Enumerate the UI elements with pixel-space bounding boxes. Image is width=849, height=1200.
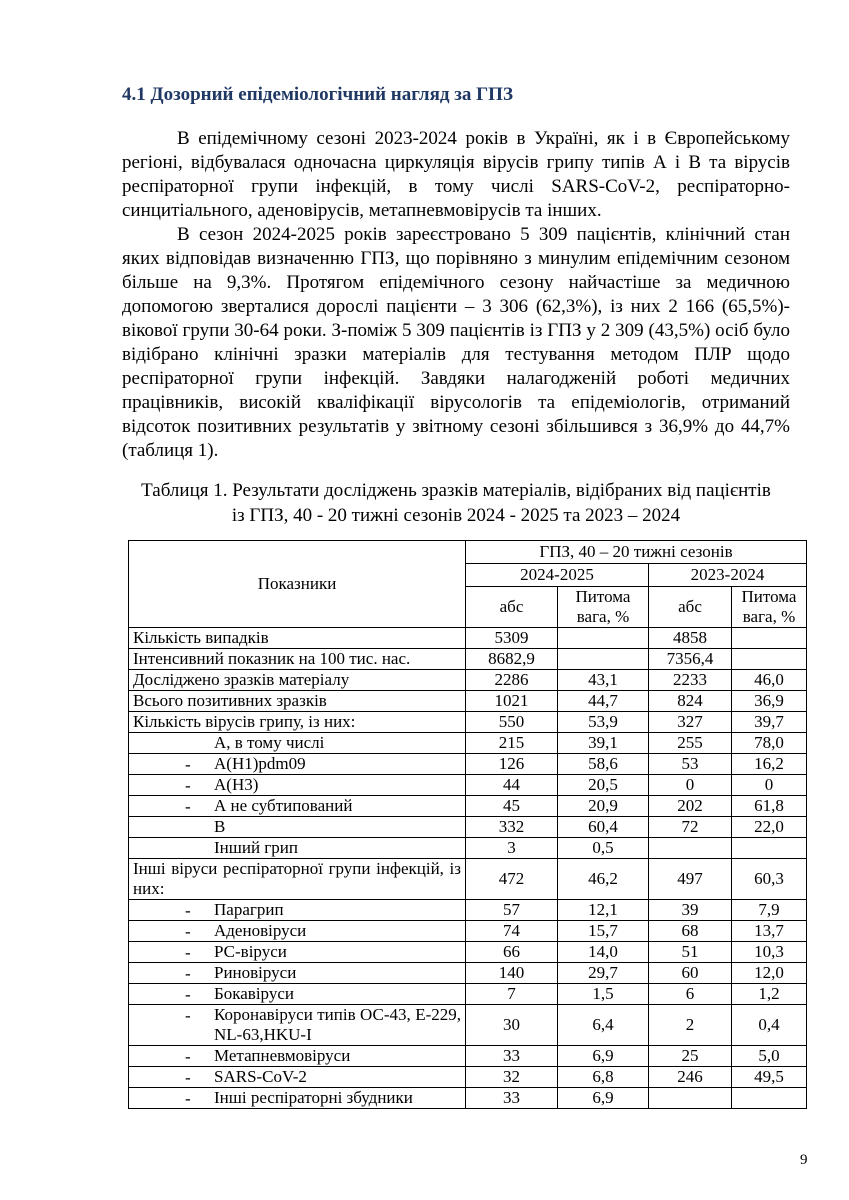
dash-marker: - [185, 1068, 191, 1087]
indicator-label: В [214, 817, 226, 836]
value-cell-pct1: 46,2 [558, 859, 649, 900]
indicator-cell [129, 859, 466, 900]
indicator-label: Досліджено зразків матеріалу [133, 670, 350, 689]
value-cell-pct1: 53,9 [558, 712, 649, 733]
indicator-cell [129, 754, 466, 775]
value-cell-pct2: 10,3 [732, 942, 807, 963]
table-row [129, 691, 807, 712]
indicator-label: РС-віруси [214, 942, 287, 961]
value-cell-pct2: 13,7 [732, 921, 807, 942]
header-row-1 [129, 541, 807, 564]
value-cell-pct1: 60,4 [558, 817, 649, 838]
value-cell-abs1: 215 [466, 733, 558, 754]
value-cell-pct2 [732, 649, 807, 670]
table-row [129, 942, 807, 963]
indicator-label: А не субтипований [214, 796, 353, 815]
value-cell-abs1: 33 [466, 1046, 558, 1067]
indicator-cell [129, 900, 466, 921]
indicator-label: Бокавіруси [214, 984, 294, 1003]
indicator-cell [129, 838, 466, 859]
table-row [129, 775, 807, 796]
dash-marker: - [185, 797, 191, 816]
value-cell-abs2: 255 [649, 733, 732, 754]
indicator-label: Коронавіруси типів ОС-43, Е-229, NL-63,HKU-I [214, 1005, 461, 1044]
indicator-cell [129, 984, 466, 1005]
header-season-2023-2024: 2023-2024 [649, 564, 807, 587]
value-cell-abs2: 246 [649, 1067, 732, 1088]
value-cell-pct1: 6,9 [558, 1046, 649, 1067]
value-cell-abs2: 53 [649, 754, 732, 775]
value-cell-pct2: 16,2 [732, 754, 807, 775]
table-row [129, 984, 807, 1005]
dash-marker: - [185, 922, 191, 941]
value-cell-pct1: 6,8 [558, 1067, 649, 1088]
value-cell-pct2 [732, 1088, 807, 1109]
indicator-cell [129, 796, 466, 817]
indicator-label: Аденовіруси [214, 921, 307, 940]
value-cell-abs1: 5309 [466, 628, 558, 649]
table-caption-line-1: Таблиця 1. Результати досліджень зразків матеріалів, відібраних від пацієнтів [141, 480, 771, 501]
value-cell-pct1: 39,1 [558, 733, 649, 754]
indicator-cell [129, 691, 466, 712]
dash-marker: - [185, 1089, 191, 1108]
value-cell-abs2: 202 [649, 796, 732, 817]
header-season-2024-2025: 2024-2025 [466, 564, 649, 587]
indicator-cell [129, 963, 466, 984]
header-share-2024-2025: Питома вага, % [558, 587, 649, 628]
table-row [129, 796, 807, 817]
dash-marker: - [185, 776, 191, 795]
value-cell-abs1: 45 [466, 796, 558, 817]
value-cell-pct2: 39,7 [732, 712, 807, 733]
table-row [129, 670, 807, 691]
value-cell-abs1: 66 [466, 942, 558, 963]
value-cell-abs1: 57 [466, 900, 558, 921]
value-cell-abs2: 4858 [649, 628, 732, 649]
value-cell-pct2: 12,0 [732, 963, 807, 984]
value-cell-pct1: 43,1 [558, 670, 649, 691]
header-share-2023-2024: Питома вага, % [732, 587, 807, 628]
indicator-label: Риновіруси [214, 963, 297, 982]
value-cell-abs1: 2286 [466, 670, 558, 691]
value-cell-pct1: 44,7 [558, 691, 649, 712]
value-cell-abs1: 7 [466, 984, 558, 1005]
table-row [129, 900, 807, 921]
indicator-cell [129, 649, 466, 670]
dash-marker: - [185, 755, 191, 774]
value-cell-abs2: 824 [649, 691, 732, 712]
dash-marker: - [185, 943, 191, 962]
value-cell-pct2: 61,8 [732, 796, 807, 817]
indicator-cell [129, 921, 466, 942]
value-cell-abs2: 2 [649, 1005, 732, 1046]
indicator-label: Всього позитивних зразків [133, 691, 327, 710]
value-cell-abs2: 68 [649, 921, 732, 942]
value-cell-abs2: 39 [649, 900, 732, 921]
header-abs-2023-2024: абс [649, 587, 732, 628]
indicator-cell [129, 942, 466, 963]
value-cell-pct2: 49,5 [732, 1067, 807, 1088]
indicator-label: A(H1)pdm09 [214, 754, 306, 773]
value-cell-pct1: 0,5 [558, 838, 649, 859]
table-row [129, 1067, 807, 1088]
table-row [129, 733, 807, 754]
value-cell-pct1: 6,4 [558, 1005, 649, 1046]
header-span-title: ГПЗ, 40 – 20 тижні сезонів [466, 541, 807, 564]
value-cell-abs2: 60 [649, 963, 732, 984]
value-cell-pct1: 58,6 [558, 754, 649, 775]
dash-marker: - [185, 985, 191, 1004]
dash-marker: - [185, 901, 191, 920]
indicator-cell [129, 1088, 466, 1109]
indicator-cell [129, 670, 466, 691]
indicator-cell [129, 1067, 466, 1088]
indicator-label: Інший грип [214, 838, 298, 857]
value-cell-abs1: 30 [466, 1005, 558, 1046]
table-row [129, 754, 807, 775]
table-row [129, 921, 807, 942]
value-cell-abs2: 0 [649, 775, 732, 796]
value-cell-pct1: 6,9 [558, 1088, 649, 1109]
paragraph-season-2023-2024: В епідемічному сезоні 2023-2024 років в Україні, як і в Європейському регіоні, відбувалася одночасна циркуляція вірусів грипу типів А і В та вірусів респіраторної групи інфекцій, в тому числі SARS-CoV-2, респіраторно-синцитіального, аденовірусів, метапневмовірусів та інших. [122, 128, 790, 221]
table-body [129, 628, 807, 1109]
table-row [129, 963, 807, 984]
value-cell-abs2 [649, 838, 732, 859]
indicator-cell [129, 712, 466, 733]
value-cell-pct2: 36,9 [732, 691, 807, 712]
value-cell-abs2 [649, 1088, 732, 1109]
indicator-cell [129, 817, 466, 838]
value-cell-pct2: 1,2 [732, 984, 807, 1005]
indicator-label: Кількість вірусів грипу, із них: [133, 712, 356, 731]
value-cell-abs2: 72 [649, 817, 732, 838]
indicator-cell [129, 775, 466, 796]
value-cell-pct2: 60,3 [732, 859, 807, 900]
value-cell-abs1: 550 [466, 712, 558, 733]
value-cell-pct1: 20,9 [558, 796, 649, 817]
value-cell-pct2 [732, 838, 807, 859]
indicator-label: Інтенсивний показник на 100 тис. нас. [133, 649, 411, 668]
table-caption-line-2: із ГПЗ, 40 - 20 тижні сезонів 2024 - 2025 та 2023 – 2024 [231, 505, 681, 526]
value-cell-abs2: 51 [649, 942, 732, 963]
page-number: 9 [800, 1152, 808, 1168]
value-cell-pct2: 0,4 [732, 1005, 807, 1046]
value-cell-pct2: 22,0 [732, 817, 807, 838]
value-cell-pct1: 1,5 [558, 984, 649, 1005]
indicator-cell [129, 628, 466, 649]
value-cell-pct2: 0 [732, 775, 807, 796]
indicator-label: Парагрип [214, 900, 284, 919]
value-cell-pct2: 78,0 [732, 733, 807, 754]
table-row [129, 838, 807, 859]
table-row [129, 649, 807, 670]
paragraph-season-2024-2025: В сезон 2024-2025 років зареєстровано 5 309 пацієнтів, клінічний стан яких відповідав визначенню ГПЗ, що порівняно з минулим епідемічним сезоном більше на 9,3%. Протягом епідемічного сезону найчастіше за медичною допомогою зверталися дорослі пацієнти – 3 306 (62,3%), із них 2 166 (65,5%)- вікової групи 30-64 роки. З-поміж 5 309 пацієнтів із ГПЗ у 2 309 (43,5%) осіб було відібрано клінічні зразки матеріалів для тестування методом ПЛР щодо респіраторної групи інфекцій. Завдяки налагодженій роботі медичних працівників, високій кваліфікації вірусологів та епідеміологів, отриманий відсоток позитивних результатів у звітному сезоні збільшився з 36,9% до 44,7% (таблиця 1). [122, 224, 790, 461]
value-cell-abs1: 3 [466, 838, 558, 859]
page-content [122, 84, 797, 1109]
table-row [129, 859, 807, 900]
value-cell-pct1: 20,5 [558, 775, 649, 796]
indicator-label: А(Н3) [214, 775, 259, 794]
value-cell-abs1: 126 [466, 754, 558, 775]
value-cell-abs2: 497 [649, 859, 732, 900]
value-cell-pct2 [732, 628, 807, 649]
table-row [129, 628, 807, 649]
value-cell-abs1: 8682,9 [466, 649, 558, 670]
header-abs-2024-2025: абс [466, 587, 558, 628]
value-cell-abs1: 32 [466, 1067, 558, 1088]
table-row [129, 817, 807, 838]
value-cell-abs1: 44 [466, 775, 558, 796]
value-cell-abs2: 2233 [649, 670, 732, 691]
indicator-label: SARS-CoV-2 [214, 1067, 307, 1086]
indicator-cell [129, 1005, 466, 1046]
value-cell-pct2: 46,0 [732, 670, 807, 691]
indicator-cell [129, 733, 466, 754]
value-cell-abs2: 25 [649, 1046, 732, 1067]
value-cell-pct1: 14,0 [558, 942, 649, 963]
table-caption [122, 478, 790, 528]
value-cell-abs1: 74 [466, 921, 558, 942]
indicator-label: Інші віруси респіраторної групи інфекцій, із них: [133, 859, 461, 898]
indicator-label: Кількість випадків [133, 628, 269, 647]
table-row [129, 1005, 807, 1046]
table-row [129, 1046, 807, 1067]
value-cell-pct1 [558, 628, 649, 649]
value-cell-pct1: 15,7 [558, 921, 649, 942]
value-cell-pct1: 29,7 [558, 963, 649, 984]
value-cell-abs1: 1021 [466, 691, 558, 712]
value-cell-pct2: 7,9 [732, 900, 807, 921]
indicator-cell [129, 1046, 466, 1067]
value-cell-abs1: 332 [466, 817, 558, 838]
section-heading: 4.1 Дозорний епідеміологічний нагляд за ГПЗ [122, 84, 513, 105]
table-row [129, 712, 807, 733]
value-cell-abs1: 472 [466, 859, 558, 900]
value-cell-abs1: 140 [466, 963, 558, 984]
indicator-label: Інші респіраторні збудники [214, 1088, 413, 1107]
table-header [129, 541, 807, 628]
value-cell-pct2: 5,0 [732, 1046, 807, 1067]
header-indicators: Показники [129, 541, 466, 628]
dash-marker: - [185, 964, 191, 983]
indicator-label: Метапневмовіруси [214, 1046, 351, 1065]
value-cell-abs2: 7356,4 [649, 649, 732, 670]
value-cell-abs2: 327 [649, 712, 732, 733]
value-cell-abs2: 6 [649, 984, 732, 1005]
value-cell-pct1: 12,1 [558, 900, 649, 921]
results-table [128, 540, 807, 1109]
value-cell-abs1: 33 [466, 1088, 558, 1109]
table-row [129, 1088, 807, 1109]
value-cell-pct1 [558, 649, 649, 670]
dash-marker: - [185, 1047, 191, 1066]
indicator-label: А, в тому числі [214, 733, 325, 752]
dash-marker: - [185, 1006, 191, 1025]
